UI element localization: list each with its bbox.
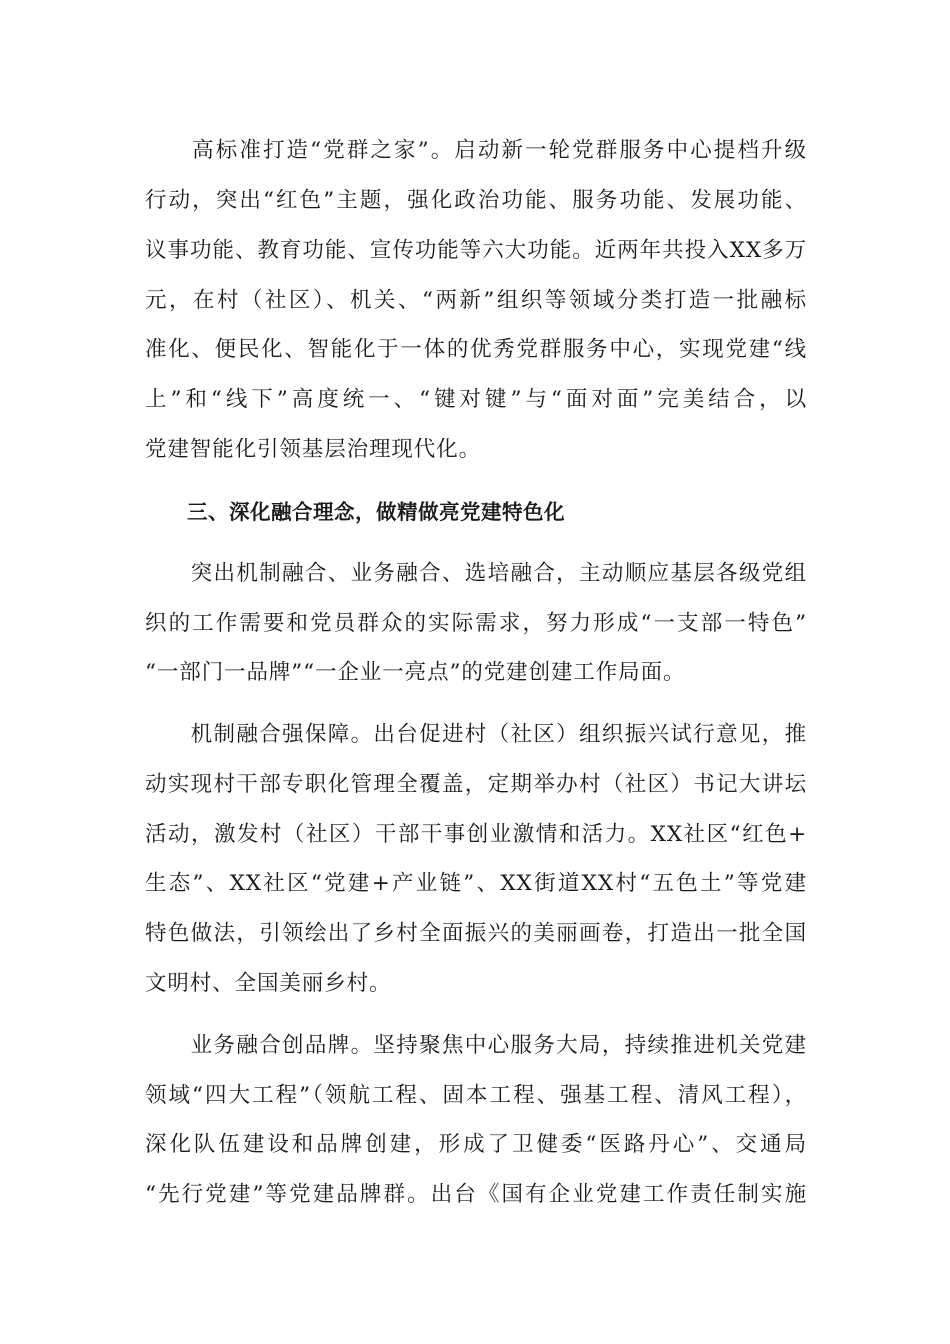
paragraph-3-line-6: 文明村、全国美丽乡村。 xyxy=(145,971,392,996)
paragraph-3-line-5: 特色做法，引领绘出了乡村全面振兴的美丽画卷，打造出一批全国 xyxy=(145,921,807,946)
paragraph-3-line-2: 动实现村干部专职化管理全覆盖，定期举办村（社区）书记大讲坛 xyxy=(145,772,807,797)
paragraph-1-line-1: 高标准打造“党群之家”。启动新一轮党群服务中心提档升级 xyxy=(145,138,807,163)
paragraph-1-line-5: 准化、便民化、智能化于一体的优秀党群服务中心，实现党建“线 xyxy=(145,337,807,362)
paragraph-4-line-3: 深化队伍建设和品牌创建，形成了卫健委“医路丹心”、交通局 xyxy=(145,1132,807,1157)
paragraph-1-line-7: 党建智能化引领基层治理现代化。 xyxy=(145,437,482,462)
paragraph-4-line-4: “先行党建”等党建品牌群。出台《国有企业党建工作责任制实施 xyxy=(145,1182,807,1207)
paragraph-2-line-3: “一部门一品牌”“一企业一亮点”的党建创建工作局面。 xyxy=(145,660,686,685)
paragraph-3-line-1: 机制融合强保障。出台促进村（社区）组织振兴试行意见，推 xyxy=(145,722,807,747)
paragraph-3-line-4: 生态”、XX社区“党建+产业链”、XX街道XX村“五色土”等党建 xyxy=(145,871,807,896)
paragraph-4-line-2: 领域“四大工程”（领航工程、固本工程、强基工程、清风工程）， xyxy=(145,1083,807,1108)
paragraph-4-line-1: 业务融合创品牌。坚持聚焦中心服务大局，持续推进机关党建 xyxy=(145,1033,807,1058)
paragraph-2-line-2: 织的工作需要和党员群众的实际需求，努力形成“一支部一特色” xyxy=(145,611,807,636)
paragraph-1-line-6: 上”和“线下”高度统一、“键对键”与“面对面”完美结合，以 xyxy=(145,387,807,412)
paragraph-1-line-4: 元，在村（社区）、机关、“两新”组织等领域分类打造一批融标 xyxy=(145,288,807,313)
paragraph-2-line-1: 突出机制融合、业务融合、选培融合，主动顺应基层各级党组 xyxy=(145,561,807,586)
paragraph-1-line-3: 议事功能、教育功能、宣传功能等六大功能。近两年共投入XX多万 xyxy=(145,238,807,263)
paragraph-3-line-3: 活动，激发村（社区）干部干事创业激情和活力。XX社区“红色+ xyxy=(145,822,807,847)
paragraph-1-line-2: 行动，突出“红色”主题，强化政治功能、服务功能、发展功能、 xyxy=(145,188,807,213)
section-heading: 三、深化融合理念，做精做亮党建特色化 xyxy=(145,500,565,524)
